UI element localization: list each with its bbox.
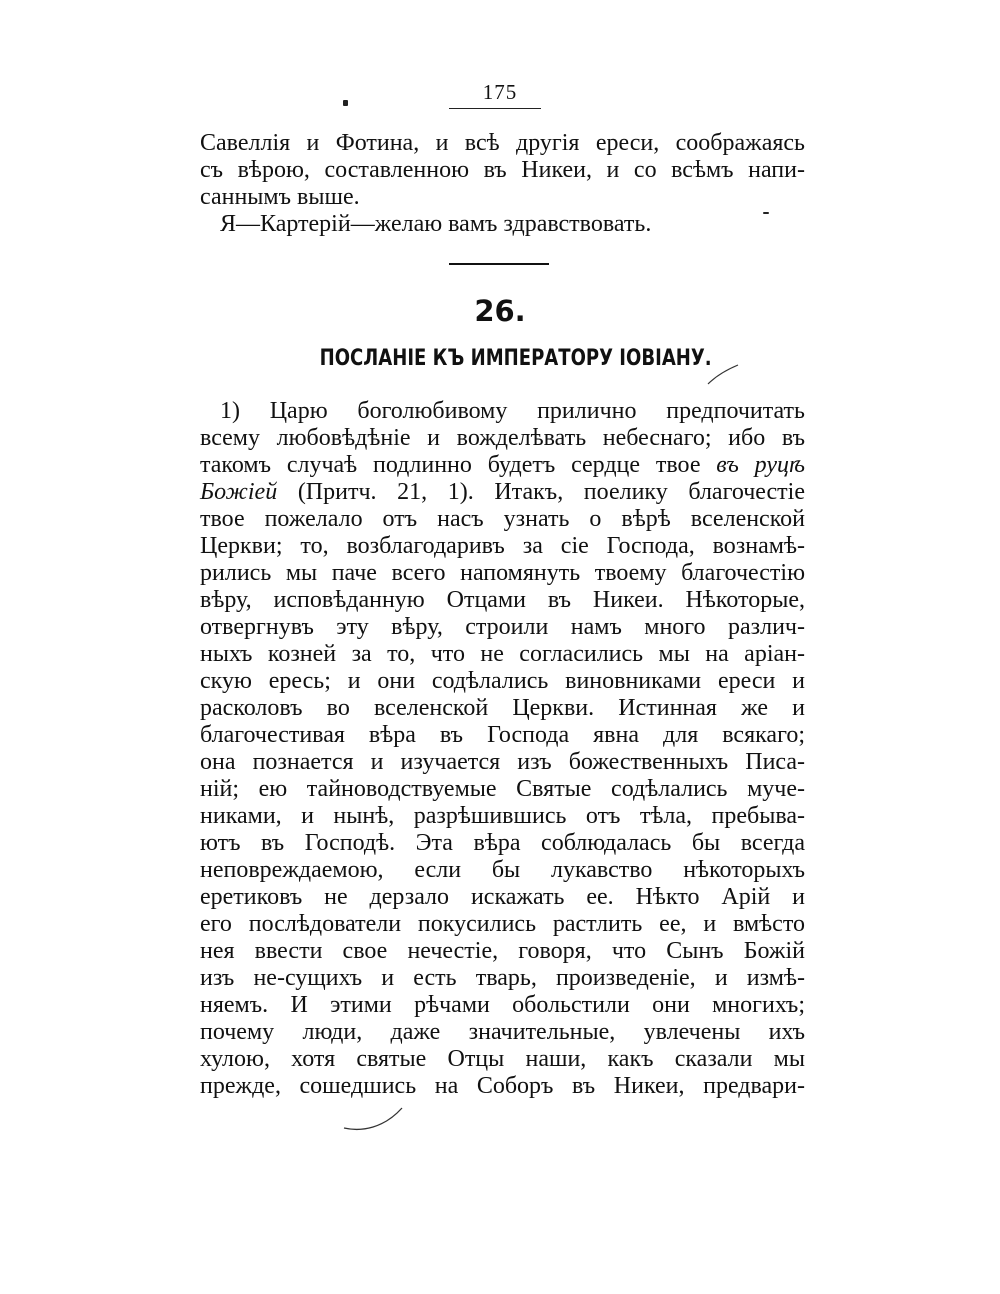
body-line: еретиковъ не дерзало искажать ее. Нѣкто Арій и	[200, 884, 805, 910]
signature-line: Я—Картерій—желаю вамъ здравствовать.	[220, 211, 652, 237]
body-line: скую ересь; и они содѣлались виновниками ереси и	[200, 668, 805, 694]
body-line: вѣру, исповѣданную Отцами въ Никеи. Нѣкоторые,	[200, 587, 805, 613]
body-line: нея ввести свое нечестіе, говоря, что Сынъ Божій	[200, 938, 805, 964]
body-line: рились мы паче всего напомянуть твоему благочестію	[200, 560, 805, 586]
body-line: ютъ въ Господѣ. Эта вѣра соблюдалась бы всегда	[200, 830, 805, 856]
section-number: 26.	[474, 294, 526, 328]
body-line: изъ не-сущихъ и есть тварь, произведеніе, и измѣ-	[200, 965, 805, 991]
section-divider	[449, 263, 549, 265]
page-number-underline	[449, 108, 541, 109]
body-line: почему люди, даже значительные, увлечены ихъ	[200, 1019, 805, 1045]
continuation-line: саннымъ выше.	[200, 184, 360, 210]
body-line: неповреждаемою, если бы лукавство нѣкоторыхъ	[200, 857, 805, 883]
body-line: 1) Царю боголюбивому прилично предпочитать	[220, 398, 805, 424]
body-line: прежде, сошедшись на Соборъ въ Никеи, предвари-	[200, 1073, 805, 1099]
body-line: благочестивая вѣра въ Господа явна для всякаго;	[200, 722, 805, 748]
body-line: никами, и нынѣ, разрѣшившись отъ тѣла, пребыва-	[200, 803, 805, 829]
body-line: хулою, хотя святые Отцы наши, какъ сказали мы	[200, 1046, 805, 1072]
body-line: отвергнувъ эту вѣру, строили намъ много различ-	[200, 614, 805, 640]
page-number: 175	[482, 80, 518, 104]
pen-stroke-mark	[706, 362, 742, 386]
continuation-line: Савеллія и Фотина, и всѣ другія ереси, соображаясь	[200, 130, 805, 156]
body-line: ній; ею тайноводствуемые Святые содѣлались муче-	[200, 776, 805, 802]
scripture-quote: Божіей	[200, 479, 278, 505]
body-text: (Притч. 21, 1). Итакъ, поелику благочестіе	[297, 479, 805, 505]
ink-speck	[763, 212, 769, 214]
pen-stroke-mark	[340, 1104, 406, 1134]
ink-speck	[343, 100, 348, 106]
scripture-quote: въ руцѣ	[716, 452, 805, 478]
body-line: его послѣдователи покусились растлить ее, и вмѣсто	[200, 911, 805, 937]
body-line: всему любовѣдѣніе и вожделѣвать небеснаго; ибо въ	[200, 425, 805, 451]
body-line: расколовъ во вселенской Церкви. Истинная же и	[200, 695, 805, 721]
body-line	[200, 479, 805, 506]
body-line: твое пожелало отъ насъ узнать о вѣрѣ вселенской	[200, 506, 805, 532]
continuation-line: съ вѣрою, составленною въ Никеи, и со всѣмъ напи-	[200, 157, 805, 183]
body-text: такомъ случаѣ подлинно будетъ сердце твое	[200, 452, 701, 478]
body-line: ныхъ козней за то, что не согласились мы на аріан-	[200, 641, 805, 667]
section-title: ПОСЛАНІЕ КЪ ИМПЕРАТОРУ ІОВІАНУ.	[319, 346, 712, 371]
body-line: она познается и изучается изъ божественныхъ Писа-	[200, 749, 805, 775]
body-line	[200, 452, 805, 479]
body-line: няемъ. И этими рѣчами обольстили они многихъ;	[200, 992, 805, 1018]
body-line: Церкви; то, возблагодаривъ за сіе Господа, вознамѣ-	[200, 533, 805, 559]
